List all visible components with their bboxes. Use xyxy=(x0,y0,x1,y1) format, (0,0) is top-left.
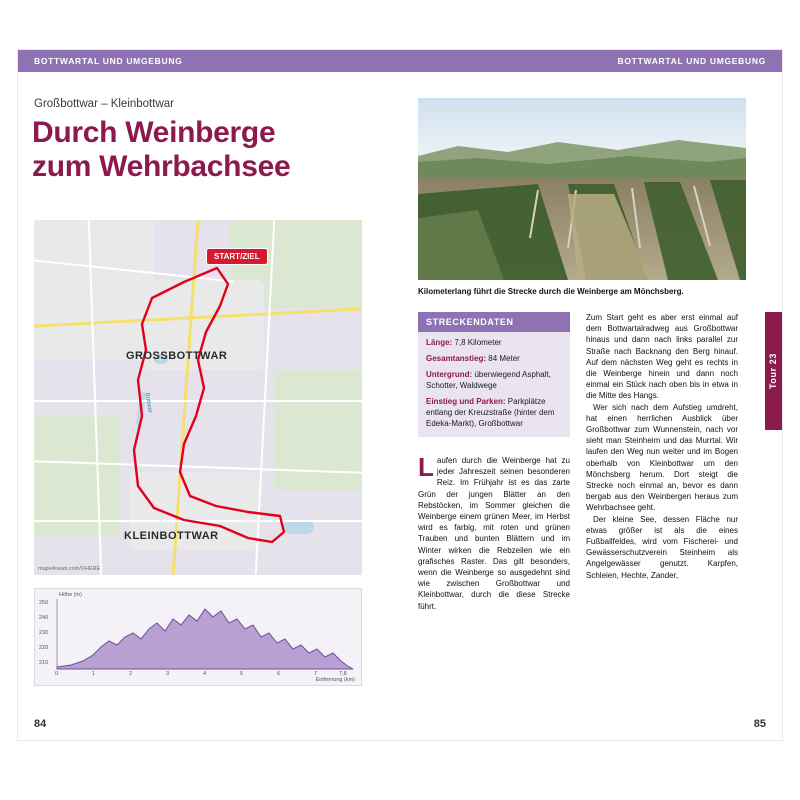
fact-length-value: 7,8 Kilometer xyxy=(452,338,502,347)
body-b-para-3: Der kleine See, dessen Fläche nur etwas größer ist als die eines Fußballfeldes, wird vom Fischerei- und Gewässerschutzverein Steinheim als Angelgewässer genutzt. Karpfen, Schleien, Hechte, Zander, xyxy=(586,514,738,580)
page-title-line2: zum Wehrbachsee xyxy=(32,150,291,183)
elevation-xtick-1: 1 xyxy=(92,671,96,677)
fact-ascent xyxy=(418,348,570,364)
elevation-x-label: Entfernung (km) xyxy=(315,677,355,683)
body-column-a-text: aufen durch die Weinberge hat zu jeder Jahreszeit seinen besonderen Reiz. Im Frühjahr ist es das zarte Grün der jungen Blätter an den Rebstöcken, im Sommer gleichen die Weinberge einem grünen Meer, im Herbst wird es farbig, mit roten und grünen Trauben und bunten Blättern und im Winter wirken die Rebzeilen wie ein grafisches Raster. Das gilt besonders, wenn die Weinberge so ausgedehnt sind wie zwischen Großbottwar und Kleinbottwar, durch die diese Strecke führt. xyxy=(418,456,570,611)
body-column-b xyxy=(586,312,738,581)
vineyard-photo xyxy=(418,98,746,280)
elevation-ytick-230: 230 xyxy=(39,630,49,636)
elevation-xtick-6: 6 xyxy=(277,671,281,677)
fact-surface-label: Untergrund: xyxy=(426,370,473,379)
elevation-ytick-210: 210 xyxy=(39,660,49,666)
elevation-profile xyxy=(34,588,362,686)
elevation-ytick-240: 240 xyxy=(39,615,49,621)
fact-parking-label: Einstieg und Parken: xyxy=(426,397,506,406)
header-right xyxy=(400,50,782,72)
fact-parking xyxy=(418,391,570,429)
elevation-xtick-0: 0 xyxy=(55,671,59,677)
photo-caption: Kilometerlang führt die Strecke durch die Weinberge am Mönchsberg. xyxy=(418,287,684,296)
elevation-xtick-3: 3 xyxy=(166,671,170,677)
fact-box-heading: STRECKENDATEN xyxy=(418,312,570,332)
map-label-river: Bottwar xyxy=(143,392,153,414)
route-kicker: Großbottwar – Kleinbottwar xyxy=(34,98,174,110)
route-line-icon xyxy=(34,220,362,575)
right-page xyxy=(400,72,782,740)
map-start-badge: START/ZIEL xyxy=(206,248,268,265)
left-page xyxy=(18,72,400,740)
fact-parking-value: Parkplätze entlang der Kreuzstraße (hinter dem Edeka-Markt), Großbottwar xyxy=(426,397,555,428)
fact-length xyxy=(418,332,570,348)
header-right-title: BOTTWARTAL UND UMGEBUNG xyxy=(617,56,766,66)
tour-tab xyxy=(765,312,782,430)
body-column-a xyxy=(418,452,570,612)
drop-cap: L xyxy=(418,452,434,482)
spread xyxy=(18,50,782,740)
fact-surface-value: überwiegend Asphalt, Schotter, Waldwege xyxy=(426,370,551,390)
fact-surface xyxy=(418,364,570,391)
body-b-para-2: Wer sich nach dem Aufstieg umdreht, hat einen herrlichen Ausblick über Großbottwar zum Wunnenstein, nach vor sieht man Steinheim und das Murrtal. Wir laufen den Weg nun weiter und im Bogen oberhalb von Kleinbottwar um den Mönchsberg herum. Dort steigt die Strecke noch einmal an, bevor es dann bergab aus den Weinbergen heraus zum Wehrbachsee geht. xyxy=(586,402,738,513)
body-b-para-1: Zum Start geht es aber erst einmal auf dem Bottwartalradweg aus Großbottwar hinaus und dann nach links parallel zur Straße nach Backnang den Berg hinauf. Auf dem nächsten Weg geht es rechts in die Weinberge hinein und dann noch einmal ein Stück nach oben bis in etwa in die Mitte des Hangs. xyxy=(586,313,738,401)
map-credit: maps4news.com/©HERE xyxy=(38,566,101,572)
map-label-grossbottwar: GROSSBOTTWAR xyxy=(126,350,228,362)
vineyard-photo-image xyxy=(418,98,746,280)
tour-tab-label: Tour 23 xyxy=(768,352,779,390)
page-title xyxy=(32,116,382,184)
elevation-xtick-end: 7,8 xyxy=(339,671,347,677)
elevation-xtick-2: 2 xyxy=(129,671,133,677)
header-left-title: BOTTWARTAL UND UMGEBUNG xyxy=(34,56,183,66)
page-title-line1: Durch Weinberge xyxy=(32,116,276,149)
elevation-ytick-220: 220 xyxy=(39,645,49,651)
fact-length-label: Länge: xyxy=(426,338,453,347)
elevation-ytick-250: 250 xyxy=(39,600,49,606)
fact-ascent-label: Gesamtanstieg: xyxy=(426,354,487,363)
elevation-y-label: Höhe (m) xyxy=(59,592,82,598)
route-map[interactable] xyxy=(34,220,362,575)
fact-ascent-value: 84 Meter xyxy=(486,354,520,363)
elevation-xtick-5: 5 xyxy=(240,671,244,677)
elevation-xtick-4: 4 xyxy=(203,671,207,677)
fact-box xyxy=(418,312,570,437)
map-label-kleinbottwar: KLEINBOTTWAR xyxy=(124,530,219,542)
elevation-xtick-7: 7 xyxy=(314,671,318,677)
page-number-right: 85 xyxy=(753,718,766,730)
header-left xyxy=(18,50,400,72)
page-number-left: 84 xyxy=(34,718,47,730)
